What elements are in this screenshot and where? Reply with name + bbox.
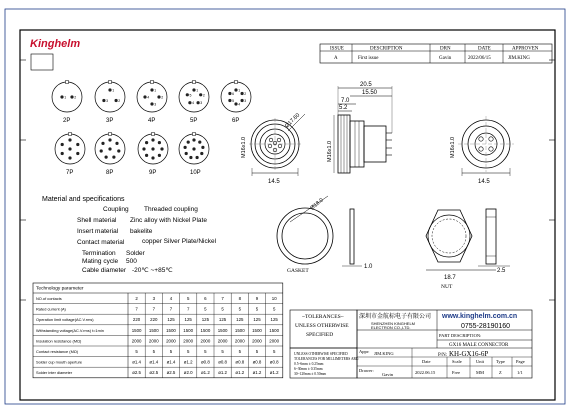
pin-contact <box>76 143 79 146</box>
gasket-label: GASKET <box>287 268 309 274</box>
tolerance-line2: SPECIFIED <box>306 332 334 338</box>
pin-contact <box>241 92 247 96</box>
spec-value-insert: bakelite <box>130 228 153 235</box>
pin-contact <box>145 154 148 157</box>
tech-table-cell: ø1.2 <box>269 370 279 376</box>
tech-table-title: Technology parameter <box>36 286 84 292</box>
type-value: Z <box>499 370 502 375</box>
tech-table-cell: 2000 <box>148 338 159 344</box>
svg-text:Kinghelm: Kinghelm <box>30 38 81 50</box>
pin-contact <box>150 102 153 105</box>
pin-contact <box>199 93 202 96</box>
tech-table-cell: 8 <box>238 296 242 301</box>
pin-contact <box>184 146 187 149</box>
specs-title: Material and specifications <box>42 196 125 203</box>
tech-table-row <box>36 328 280 333</box>
company-name-en-2: ELECTRON CO.,LTD. <box>371 325 411 330</box>
tech-table-row <box>36 338 280 343</box>
pin-contact <box>196 156 199 159</box>
tech-table-cell: 125 <box>218 317 227 323</box>
drawer-label: Drawer: <box>359 368 374 373</box>
pin-variant-label: 4P <box>148 118 156 124</box>
pin-contact <box>151 156 154 159</box>
spec-value-contact: copper Silver Plate/Nickel <box>142 238 217 245</box>
tech-table-cell: ø0.8 <box>269 359 279 365</box>
tech-table-cell: 5 <box>238 349 242 354</box>
tech-row-label: Withstanding voltage(AC.V.rms) t=1min <box>36 327 104 333</box>
rev-header-description: DESCRIPTION <box>370 46 403 52</box>
nut-label: NUT <box>441 284 453 290</box>
tech-table-cell: 1500 <box>148 327 159 333</box>
pin-number: 5 <box>189 93 192 98</box>
part-number: KH-GX16-6P <box>449 350 489 358</box>
company-name-en-1: SHENZHEN KINGHELM <box>371 321 416 326</box>
tech-table-cell: 125 <box>184 317 192 323</box>
appr-value: JIM.KING <box>374 351 394 356</box>
tech-table-cell: 5 <box>255 349 259 354</box>
company-website: www.kinghelm.com.cn <box>442 313 518 320</box>
tech-table-cell: 7 <box>221 296 224 301</box>
pin-number: 1 <box>196 88 199 93</box>
dim-1-0: 1.0 <box>364 264 373 270</box>
tech-table-cell: ø1.2 <box>201 370 210 376</box>
part-description-label: PART DESCRIPTION: <box>439 333 482 338</box>
pin-number: 3 <box>200 101 203 106</box>
spec-value-mating: 500 <box>126 258 137 265</box>
tech-table-cell: ø1.2 <box>252 370 262 376</box>
tech-row-label: Solder cup mouth aperture <box>36 359 83 365</box>
tech-table-cell: ø0.8 <box>235 359 245 365</box>
tech-table-cell: 125 <box>201 317 210 323</box>
rev-cell-issue: A <box>334 56 338 61</box>
tolerance-note1: UNLESS OTHERWISE SPECIFIED <box>294 352 348 356</box>
pin-number: 1 <box>238 88 241 93</box>
tech-table-cell: 1500 <box>131 327 142 333</box>
pin-contact <box>150 88 153 91</box>
dim-diameter-18-0: Ø18.0 <box>309 197 325 212</box>
pin-contact <box>198 141 201 144</box>
pin-contact <box>241 99 247 103</box>
pin-contact <box>192 88 195 91</box>
pin-contact <box>234 102 237 105</box>
pin-number: 5 <box>232 99 235 103</box>
pin-contact <box>60 95 63 98</box>
tech-table-cell: ø1.2 <box>218 370 227 376</box>
dim-18-7: 18.7 <box>444 275 456 281</box>
rev-header-issue: ISSUE <box>330 46 344 52</box>
tech-table-cell: 1500 <box>217 327 228 333</box>
pin-number: 1 <box>154 88 157 93</box>
rev-cell-drn: Gavin <box>439 56 452 61</box>
rev-header-drn: DRN <box>440 46 451 52</box>
kinghelm-logo <box>30 38 80 50</box>
dim-5-2: 5.2 <box>339 105 348 111</box>
pin-variant-label: 2P <box>63 118 71 124</box>
tech-table-cell: 5 <box>186 296 190 301</box>
tolerance-line1: UNLESS OTHERWISE <box>295 323 349 329</box>
tech-table-cell: 2000 <box>234 338 245 344</box>
pin-contact <box>102 99 105 102</box>
dim-m16-side: M16x1.0 <box>327 140 333 162</box>
dim-14-5-rear: 14.5 <box>478 179 490 185</box>
tech-table-cell: ø1.4 <box>166 359 176 365</box>
pin-contact <box>68 147 71 150</box>
pin-contact <box>143 95 146 98</box>
tech-table-cell: 220 <box>150 317 158 323</box>
pin-contact <box>197 101 203 106</box>
tech-table-cell: 2000 <box>131 338 142 344</box>
tolerance-note5: 30~120mm ± 0.50mm <box>294 372 327 376</box>
tech-row-label: NO.of contacts <box>36 296 62 301</box>
dim-m16-rear: M16x1.0 <box>450 136 456 158</box>
spec-label-contact: Contact material <box>77 239 125 246</box>
tech-table-cell: 5 <box>272 349 276 354</box>
tech-table-cell: 5 <box>152 349 156 354</box>
tech-table-cell: 9 <box>255 296 259 301</box>
tolerance-title: ~TOLERANCES~ <box>302 314 344 320</box>
pin-contact <box>186 93 189 96</box>
tolerance-note3: 0.5~6mm ± 0.25mm <box>294 362 324 366</box>
spec-value-cable: -20℃ ~+85℃ <box>132 267 173 274</box>
spec-label-coupling: Coupling <box>103 206 129 213</box>
tech-table-cell: 125 <box>167 317 175 323</box>
spec-value-termination: Solder <box>126 250 145 257</box>
tolerance-note4: 6~30mm ± 0.35mm <box>294 367 323 371</box>
pin-contact <box>61 152 64 155</box>
dim-7-0: 7.0 <box>341 98 350 104</box>
spec-value-shell: Zinc alloy with Nickel Plate <box>130 217 207 224</box>
tech-row-label: Operation limit voltage(AC.V.rms) <box>36 317 94 323</box>
pin-contact <box>234 88 237 91</box>
tech-row-label: Rated current (A) <box>36 306 66 312</box>
spec-label-termination: Termination <box>82 250 116 257</box>
tech-table-cell: ø0.8 <box>218 359 227 365</box>
tech-table-cell: 5 <box>255 306 259 312</box>
pin-contact <box>201 146 204 149</box>
tech-table-cell: 220 <box>132 317 141 323</box>
tech-table-cell: ø1.4 <box>132 359 141 365</box>
dim-14-5-front: 14.5 <box>268 179 280 185</box>
pin-variant-label: 6P <box>232 118 240 124</box>
tech-table-cell: 7 <box>186 306 190 312</box>
pin-variant-label: 9P <box>149 170 157 176</box>
date-label: Date <box>422 359 431 364</box>
pin-contact <box>228 92 231 95</box>
pin-contact <box>192 138 195 141</box>
tech-table-cell: 5 <box>135 349 138 354</box>
pin-variant-label: 7P <box>66 170 74 176</box>
tech-table-cell: ø1.2 <box>235 370 245 376</box>
spec-label-shell: Shell material <box>77 217 117 224</box>
pin-contact <box>185 152 188 155</box>
tech-table-row <box>36 360 279 365</box>
pin-contact <box>160 147 163 150</box>
pin-contact <box>61 143 64 146</box>
type-label: Type <box>496 359 505 364</box>
pin-contact <box>108 88 111 91</box>
dim-15-50: 15.50 <box>362 90 378 96</box>
pin-number: 2 <box>244 92 247 96</box>
pin-contact <box>108 147 111 150</box>
tech-table-cell: 125 <box>270 317 278 323</box>
pin-contact <box>68 156 71 159</box>
tech-table-cell: 5 <box>186 349 190 354</box>
pin-number: 4 <box>147 95 150 100</box>
tech-table-cell: 1500 <box>234 327 245 333</box>
spec-label-insert: Insert material <box>77 228 119 235</box>
pin-contact <box>76 152 79 155</box>
tech-table-cell: 5 <box>204 349 207 354</box>
pin-contact <box>157 95 160 98</box>
pin-contact <box>68 138 71 141</box>
pin-number: 4 <box>238 102 241 107</box>
pin-number: 3 <box>154 102 157 107</box>
pin-contact <box>100 149 103 152</box>
tech-table-cell: ø2.0 <box>183 370 193 376</box>
pin-contact <box>115 142 118 145</box>
tech-table-cell: ø1.2 <box>183 359 193 365</box>
tech-row-label: Insulation resistance (MΩ) <box>36 338 82 344</box>
tech-row-label: Contact resistance (MΩ) <box>36 349 79 354</box>
tech-table-cell: 5 <box>204 306 207 312</box>
pin-number: 2 <box>161 95 164 100</box>
tech-table-cell: 5 <box>221 349 224 354</box>
pin-variant-label: 3P <box>106 118 114 124</box>
rev-cell-description: First issue <box>358 56 379 61</box>
tech-table-cell: ø2.5 <box>166 370 176 376</box>
tech-table-cell: ø2.5 <box>149 370 159 376</box>
tech-table-cell: 3 <box>152 296 156 301</box>
pin-number: 2 <box>74 95 77 100</box>
spec-label-cable: Cable diameter <box>82 267 127 274</box>
pin-contact <box>192 147 195 150</box>
tech-table-cell: 4 <box>169 296 173 301</box>
page-value: 1/1 <box>517 370 523 375</box>
tech-table-cell: ø0.8 <box>201 359 210 365</box>
dim-m16-front: M16x1.0 <box>241 136 247 158</box>
pin-contact <box>115 99 121 103</box>
pin-contact <box>200 152 203 155</box>
tech-table-cell: 5 <box>238 306 242 312</box>
scale-label: Scale <box>452 359 462 364</box>
rev-header-date: DATE <box>478 46 491 52</box>
tech-table-cell: 2 <box>135 296 138 301</box>
tech-table-cell: 1500 <box>183 327 194 333</box>
pin-contact <box>151 138 154 141</box>
tech-table-cell: 10 <box>271 296 277 301</box>
tech-table-cell: ø2.5 <box>132 370 141 376</box>
pin-number: 1 <box>112 88 115 93</box>
pin-number: 1 <box>64 95 67 100</box>
pin-contact <box>228 99 231 102</box>
pin-variant-label: 10P <box>190 170 201 176</box>
pin-contact <box>105 156 108 159</box>
rev-header-approven: APPROVEN <box>512 46 539 52</box>
tech-table-cell: 1500 <box>200 327 211 333</box>
tech-table-cell: 2000 <box>269 338 280 344</box>
tech-table-cell: 5 <box>169 349 173 354</box>
unit-value: MM <box>476 370 485 375</box>
tech-table-cell: 7 <box>169 306 173 312</box>
pin-number: 2 <box>118 99 121 103</box>
page-label: Page <box>516 359 525 364</box>
pin-number: 4 <box>192 101 195 106</box>
pin-contact <box>189 156 192 159</box>
pin-contact <box>117 149 120 152</box>
tech-table-cell: 125 <box>236 317 244 323</box>
tech-table-cell: 2000 <box>166 338 176 344</box>
rev-cell-date: 2022/06/15 <box>468 56 491 61</box>
tolerance-note2: TOLERANCES FOR MILLIMETERS ARE: <box>294 357 360 361</box>
tech-table-cell: ø1.4 <box>149 359 159 365</box>
pin-contact <box>188 101 191 104</box>
tech-table-cell: 2000 <box>183 338 194 344</box>
appr-label: Appr: <box>359 349 370 354</box>
tech-table-cell: 125 <box>253 317 261 323</box>
spec-label-mating: Mating cycle <box>82 258 119 265</box>
dim-diameter-17-60: Ø17.60 <box>284 112 302 130</box>
pin-contact <box>108 138 111 141</box>
tech-table-cell: 5 <box>272 306 276 312</box>
pin-contact <box>70 95 73 98</box>
pin-contact <box>187 141 190 144</box>
pin-number: 6 <box>232 92 235 96</box>
tech-table-cell: 1500 <box>269 327 280 333</box>
company-phone: 0755-28190160 <box>461 323 511 330</box>
rev-cell-approven: JIM.KING <box>508 56 530 61</box>
company-name-cn: 深圳市金航标电子有限公司 <box>359 314 432 320</box>
drawer-value: Gavin <box>382 372 393 377</box>
pin-variant-label: 5P <box>190 118 198 124</box>
pin-contact <box>158 154 161 157</box>
pn-label: P/N: <box>438 353 448 358</box>
pin-contact <box>158 141 161 144</box>
pin-number: 2 <box>202 93 205 98</box>
pin-contact <box>142 147 145 150</box>
tech-table-cell: 1500 <box>252 327 262 333</box>
pin-number: 3 <box>106 99 109 103</box>
tech-row-label: Solder inter diameter <box>36 370 73 376</box>
pin-variant-label: 8P <box>106 170 114 176</box>
tech-table-cell: ø0.8 <box>252 359 262 365</box>
tech-table-cell: 7 <box>135 306 138 312</box>
tech-table-cell: 1500 <box>166 327 176 333</box>
pin-contact <box>145 141 148 144</box>
date-value: 2022.06.15 <box>415 370 436 375</box>
tech-table-cell: 2000 <box>252 338 262 344</box>
dim-20-5: 20.5 <box>360 82 372 88</box>
spec-value-coupling: Threaded coupling <box>144 206 198 213</box>
part-description: GX16 MALE CONNECTOR <box>449 343 509 348</box>
tech-table-cell: 7 <box>152 306 156 312</box>
pin-contact <box>112 156 115 159</box>
dim-2-5: 2.5 <box>497 268 506 274</box>
pin-contact <box>101 142 104 145</box>
pin-number: 3 <box>244 99 247 103</box>
tech-table-cell: 6 <box>204 296 207 301</box>
tech-table-cell: 2000 <box>217 338 228 344</box>
tech-table-cell: 5 <box>221 306 224 312</box>
tech-table-row <box>36 317 278 322</box>
pin-contact <box>151 147 154 150</box>
unit-label: Unit <box>476 359 485 364</box>
scale-value: Free <box>452 370 460 375</box>
tech-table-cell: 2000 <box>200 338 211 344</box>
